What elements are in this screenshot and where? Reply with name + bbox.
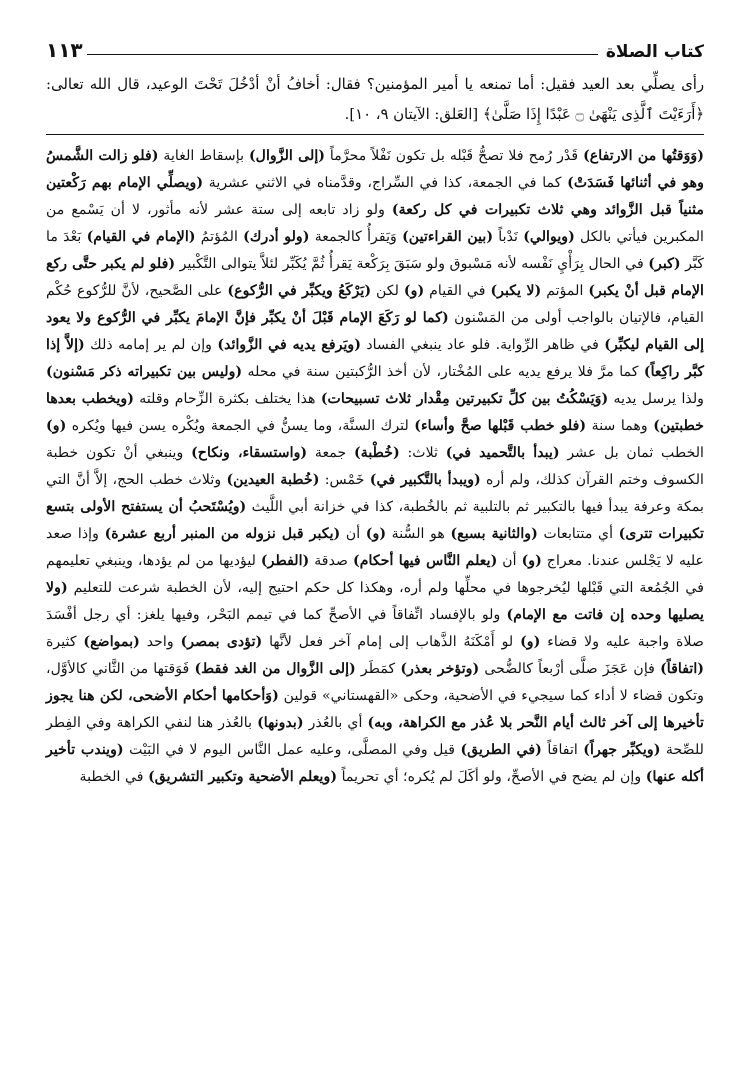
matn-text: (الإمام في القيام): [86, 229, 196, 245]
commentary-text: قَدْر رُمح فلا تصحُّ قَبْله بل تكون نَفْلاً محرَّماً: [324, 148, 584, 164]
matn-text: (واستسقاء، ونكاح): [191, 445, 308, 461]
matn-text: (إلى الزَّوال من الغد فقط): [194, 661, 356, 677]
commentary-text: صدقة: [309, 553, 354, 569]
commentary-text: على الصَّحيح، لأنَّ للرُّكوع حُكْم القيام، فالإتيان بالواجب أولى من المَسْنون: [46, 283, 704, 326]
commentary-text: وثلاث خطب الحج، إلاَّ أنَّ التي بمكة وعرفة يبدأ فيها بالتكبير ثم بالتلبية ثم بالخُطبة، كذا في خزانة أبي اللَّيث: [46, 472, 704, 515]
commentary-text: ولو زاد تابعه إلى ستة عشر لأنه مأثور، لا أن يَسْمع من المكبرين فيأتي بالكل: [46, 202, 704, 245]
matn-text: (يكبر قبل نزوله من المنبر أربع عشرة): [104, 526, 341, 542]
commentary-text: كثيرة: [46, 634, 84, 650]
matn-text: (بين القراءتين): [402, 229, 494, 245]
commentary-text: الخطب ثمان بل عشر: [559, 445, 705, 461]
matn-text: (وتؤخر بعذر): [400, 661, 480, 677]
matn-text: (كما لو رَكَعَ الإمام قَبْلَ أنْ يكبِّر فإنَّ الإمامَ يكبِّر في الرُّكوع ولا يعود إلى القيام ليكبِّر): [46, 310, 705, 353]
matn-text: (الفطر): [260, 553, 310, 569]
matn-text: (إلى الزَّوال): [248, 148, 325, 164]
matn-text: (خُطْبة): [354, 445, 400, 461]
chapter-title: كتاب الصلاة: [605, 42, 704, 62]
commentary-text: وَيَقرأُ كالجمعة: [309, 229, 403, 245]
section-divider: [46, 134, 704, 135]
commentary-text: فَوَقتها من الثَّاني كالأوَّل، وتكون قضاء لا أداء كما سيجيء في الأضحية، وحكى «القهستاني» قولين: [46, 661, 704, 704]
commentary-text: أي بالعُذر: [303, 715, 368, 731]
top-note: رأى يصلِّي بعد العيد فقيل: أما تمنعه يا أمير المؤمنين؟ فقال: أخافُ أنْ أدْخُلَ تَحْتَ الوعيد، قال الله تعالى: ﴿أَرَءَيْتَ ٱلَّذِى يَنْهَىٰ ۝ عَبْدًا إِذَا صَلَّىٰ﴾ [العَلق: الآيتان ٩، ١٠].: [46, 76, 704, 123]
matn-text: (وَوَقتُها من الارتفاع): [583, 148, 704, 164]
commentary-text: هذا يختلف بكثرة الزِّحام وقلته: [134, 391, 321, 407]
matn-text: (ولو أدرك): [243, 229, 310, 245]
matn-text: (يبدأ بالتَّحميد في): [445, 445, 560, 461]
matn-text: (وَيَسْكُتُ بين كلِّ تكبيرتين مِقْدار ثلاث تسبيحات): [320, 391, 609, 407]
matn-text: (ويوالي): [523, 229, 575, 245]
commentary-text: لكن: [371, 283, 404, 299]
commentary-text: كما مرَّ فلا يرفع يديه على المُخْتار، لأن أخذ الرُّكبتين سنة في محله: [242, 364, 644, 380]
matn-text: (ويُسْتَحبُ أن يستفتح الأولى بتسع تكبيرات تترى): [46, 499, 704, 542]
matn-text: (فلو لم يكبر حتَّى ركع الإمام قبل أنْ يكبر): [46, 256, 704, 299]
matn-text: (في الطريق): [460, 742, 542, 758]
commentary-text: كما في الجمعة، كذا في السِّراج، وقدَّمناه في الاثني عشرية: [203, 175, 568, 191]
commentary-text: وإذا صعد عليه لا يَجْلس عندنا. معراج: [46, 526, 704, 569]
commentary-text: بالعُذر هنا لنفي الكراهة وفي الفِطر للصِّحة: [46, 715, 704, 758]
matn-text: (خُطبة العيدين): [226, 472, 320, 488]
matn-text: (ويندب تأخير أكله عنها): [46, 742, 704, 785]
commentary-text: فإن عَجَزَ صلَّى أرْبعاً كالضُّحى: [479, 661, 661, 677]
commentary-text: بإسقاط الغاية: [158, 148, 249, 164]
commentary-text: وينبغي أنْ تكون خطبة الكسوف وختم القرآن كذلك، ولم أره: [46, 445, 704, 488]
matn-text: (ويصلِّي الإمام بهم رَكْعتين مثنياً قبل الزَّوائد وهي ثلاث تكبيرات في كل ركعة): [46, 175, 704, 218]
matn-text: (و): [46, 418, 67, 434]
main-text: [46, 143, 704, 791]
commentary-text: في القيام: [424, 283, 491, 299]
commentary-text: في ظاهر الرِّواية. فلو عاد ينبغي الفساد: [361, 337, 605, 353]
commentary-text: جمعة: [307, 445, 354, 461]
matn-text: (ويكبِّر جهراً): [583, 742, 661, 758]
commentary-text: خَمْس:: [319, 472, 370, 488]
commentary-text: في الحال بِرَأْيِ نَفْسه لأنه مَسْبوق ولو سَبَقَ بِرَكْعة يَقرأُ ثُمَّ يُكَبِّر لئلاَّ يتوالى التَّكْبير: [175, 256, 649, 272]
commentary-text: لو أَمْكَنَهُ الذَّهاب إلى إمام آخر فعل لأنَّها: [262, 634, 521, 650]
matn-text: (ويبدأ بالتَّكبير في): [369, 472, 481, 488]
commentary-text: نَدْباً: [493, 229, 524, 245]
matn-text: (بمواضع): [83, 634, 140, 650]
matn-text: (فلو زالت الشَّمسُ وهو في أثنائها فَسَدَتْ): [46, 148, 704, 191]
matn-text: (فلو خطب قَبْلها صحَّ وأساء): [414, 418, 587, 434]
commentary-text: المؤتم: [541, 283, 589, 299]
commentary-text: أن: [497, 553, 522, 569]
commentary-text: لترك السنَّة، وما يسنُّ في الجمعة ويُكْره يسن فيها ويُكره: [66, 418, 415, 434]
matn-text: (و): [521, 553, 542, 569]
matn-text: (ويَرفع يديه في الزَّوائد): [217, 337, 361, 353]
commentary-text: ولذا يرسل يديه: [608, 391, 705, 407]
matn-text: (اتفاقاً): [660, 661, 704, 677]
matn-text: (والثانية بسبع): [450, 526, 538, 542]
matn-text: (إلاَّ إذا كبَّر راكِعاً): [46, 337, 704, 380]
matn-text: (و): [403, 283, 425, 299]
matn-text: (و): [365, 526, 387, 542]
commentary-text: ثلاث:: [399, 445, 446, 461]
commentary-text: وإن لم يضح في الأصحِّ، ولو أكَلَ لم يُكره؛ أي تحريماً: [337, 769, 646, 785]
matn-text: (ويخطب بعدها خطبتين): [46, 391, 704, 434]
commentary-text: المُؤتمُ: [195, 229, 244, 245]
commentary-text: بَعْدَ ما كَبَّر: [46, 229, 704, 272]
matn-text: (و): [520, 634, 541, 650]
matn-text: (ويعلم الأضحية وتكبير التشريق): [148, 769, 338, 785]
commentary-text: وإن لم ير إمامه ذلك: [84, 337, 218, 353]
matn-text: (لا يكبر): [490, 283, 542, 299]
matn-text: (يعلم النَّاس فيها أحكام): [353, 553, 498, 569]
commentary-text: أن: [340, 526, 366, 542]
commentary-text: قيل وفي المصلَّى، وعليه عمل النَّاس اليوم لا في البَيْت: [123, 742, 461, 758]
matn-text: (تؤدى بمصر): [180, 634, 263, 650]
matn-text: (وَأحكامها أحكام الأضحى، لكن هنا يجوز تأخيرها إلى آخر ثالث أيام النَّحر بلا عُذر مع الكراهة، وبه): [46, 688, 704, 731]
commentary-text: واحد: [139, 634, 181, 650]
matn-text: (كبر): [648, 256, 681, 272]
header-rule: [87, 54, 598, 55]
commentary-text: أي متتابعات: [537, 526, 619, 542]
matn-text: (ولا يصليها وحده إن فاتت مع الإمام): [46, 580, 704, 623]
matn-text: (بدونها): [257, 715, 304, 731]
commentary-text: في الخطبة: [79, 769, 149, 785]
commentary-text: ليؤديها من لم يؤدها، وينبغي تعليمهم في الجُمُعة التي قَبْلها ليُخرجوها في محلِّها ولم أره، وهكذا كل حكم احتيج إليه، لأن الخطبة شرعت للتعليم: [46, 553, 704, 596]
commentary-text: هو السُّنة: [386, 526, 451, 542]
commentary-text: اتفاقاً: [541, 742, 584, 758]
commentary-text: ولو بالإفساد اتِّفاقاً في الأصحِّ كما في تيمم البَحْر، وفيها يلغز: أي رجل أفْسَدَ صلاة واجبة عليه ولا قضاء: [46, 607, 704, 650]
page-number: ١١٣: [46, 38, 83, 62]
body-paragraph: [46, 143, 704, 791]
matn-text: (وليس بين تكبيراته ذكر مَسْنون): [46, 364, 243, 380]
matn-text: (يَرْكَعُ ويكبِّر في الرُّكوع): [227, 283, 372, 299]
page-header: [46, 28, 704, 62]
commentary-text: وهما سنة: [586, 418, 654, 434]
commentary-text: كمَطَر: [355, 661, 401, 677]
